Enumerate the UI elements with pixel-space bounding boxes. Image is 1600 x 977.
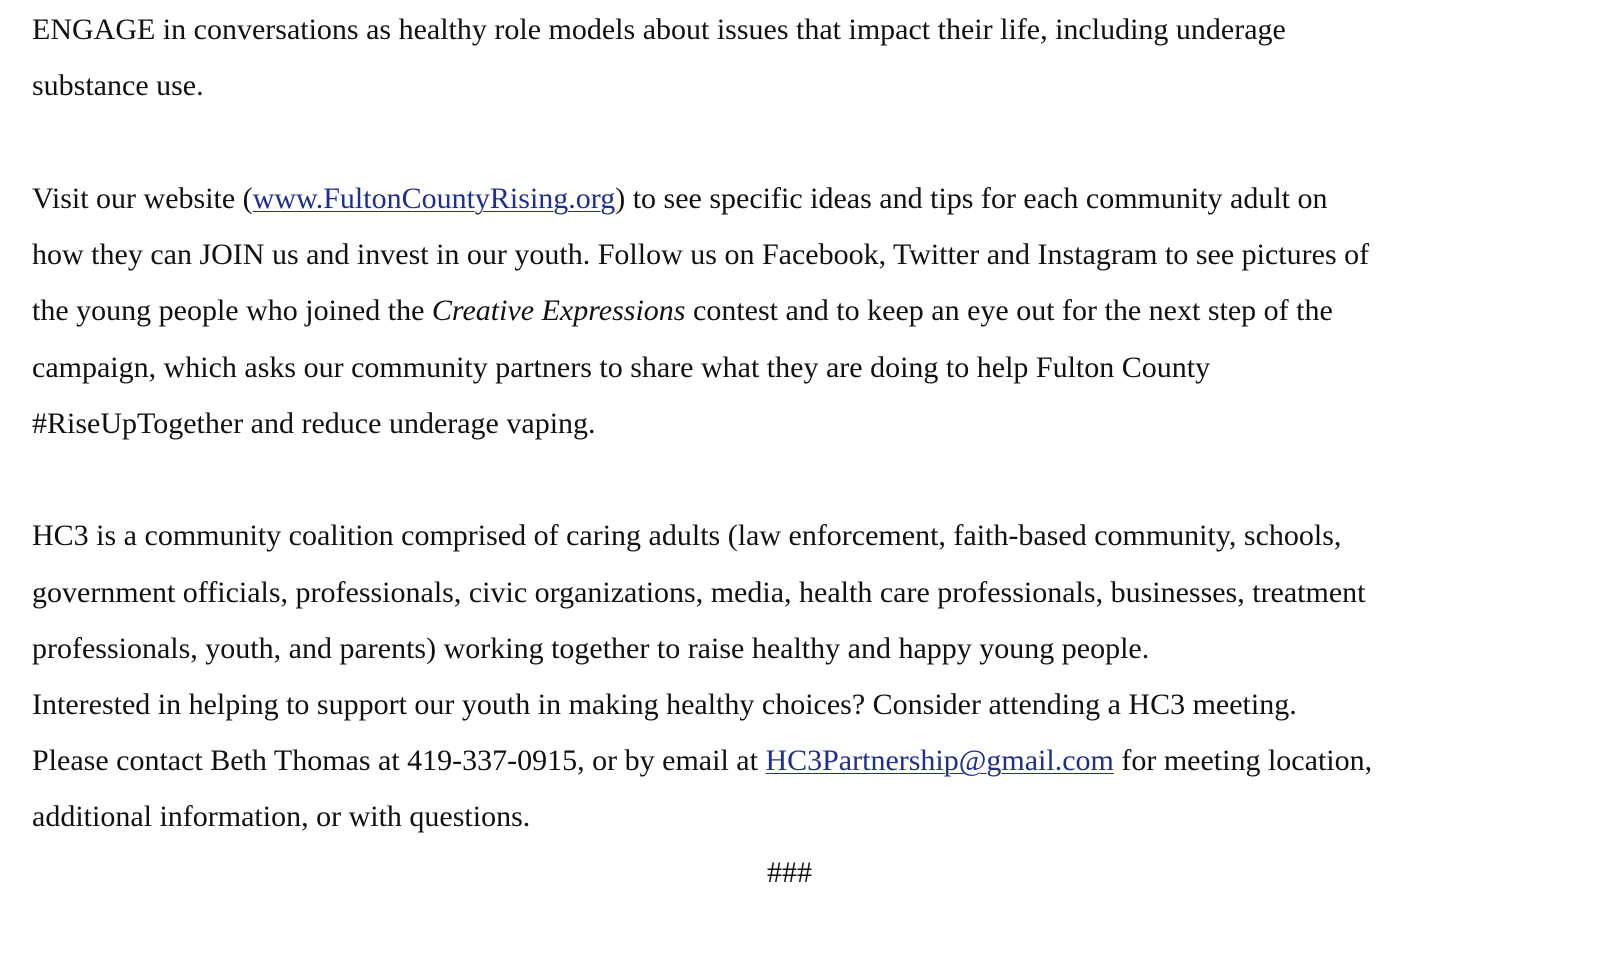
paragraph-1-line-1: ENGAGE in conversations as healthy role models about issues that impact their life, including underage bbox=[32, 13, 1286, 46]
text-segment: Visit our website ( bbox=[32, 182, 253, 215]
paragraph-3-line-3: professionals, youth, and parents) working together to raise healthy and happy young people. bbox=[32, 632, 1150, 665]
paragraph-2-line-4: campaign, which asks our community partners to share what they are doing to help Fulton County bbox=[32, 351, 1211, 384]
paragraph-1-line-2: substance use. bbox=[32, 69, 204, 102]
text-segment: the young people who joined the bbox=[32, 294, 432, 327]
end-mark: ### bbox=[767, 856, 812, 889]
paragraph-3-line-4: Interested in helping to support our youth in making healthy choices? Consider attending a HC3 meeting. bbox=[32, 688, 1297, 721]
paragraph-2-line-1 bbox=[32, 179, 1328, 219]
paragraph-2-line-2: how they can JOIN us and invest in our youth. Follow us on Facebook, Twitter and Instagram to see pictures of bbox=[32, 238, 1370, 271]
paragraph-3-line-2: government officials, professionals, civic organizations, media, health care professionals, businesses, treatment bbox=[32, 576, 1366, 609]
text-segment: Please contact Beth Thomas at 419-337-0915, or by email at bbox=[32, 744, 766, 777]
paragraph-3-line-5 bbox=[32, 741, 1372, 781]
text-segment: contest and to keep an eye out for the next step of the bbox=[685, 294, 1333, 327]
paragraph-2-line-5: #RiseUpTogether and reduce underage vaping. bbox=[32, 407, 596, 440]
paragraph-3-line-1: HC3 is a community coalition comprised of caring adults (law enforcement, faith-based community, schools, bbox=[32, 519, 1342, 552]
contest-name: Creative Expressions bbox=[431, 294, 686, 327]
paragraph-2-line-3 bbox=[32, 291, 1333, 331]
website-link[interactable]: www.FultonCountyRising.org bbox=[252, 182, 616, 215]
text-segment: for meeting location, bbox=[1113, 744, 1373, 777]
text-segment: ) to see specific ideas and tips for each community adult on bbox=[615, 182, 1328, 215]
email-link[interactable]: HC3Partnership@gmail.com bbox=[765, 744, 1114, 777]
paragraph-3-line-6: additional information, or with questions. bbox=[32, 800, 531, 833]
